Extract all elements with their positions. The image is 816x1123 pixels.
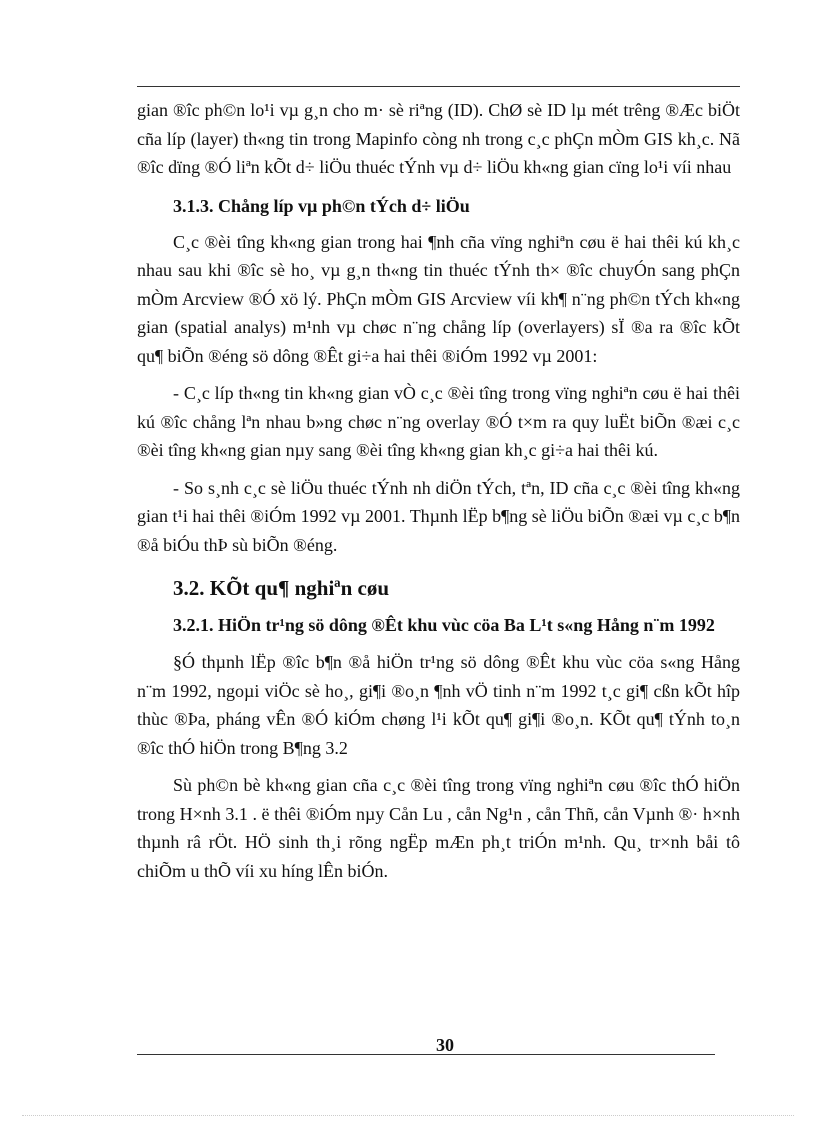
- header-rule: [137, 86, 740, 87]
- paragraph-landuse-1992: §Ó thµnh lËp ®îc b¶n ®å hiÖn tr¹ng sö dông ®Êt khu vùc cöa s«ng Hång n¨m 1992, ngoµi viÖc sè ho¸, gi¶i ®o¸n ¶nh vÖ tinh n¨m 1992 t¸c gi¶ cßn kÕt hîp thùc ®Þa, pháng vÊn ®Ó kiÓm chøng l¹i kÕt qu¶ gi¶i ®o¸n. KÕt qu¶ tÝnh to¸n ®îc thÓ hiÖn trong B¶ng 3.2: [137, 652, 740, 758]
- page-body: [137, 96, 740, 885]
- paragraph-overlay-intro: C¸c ®èi tîng kh«ng gian trong hai ¶nh cña vïng nghiªn cøu ë hai thêi kú kh¸c nhau sau khi ®îc sè ho¸ vµ g¸n th«ng tin thuéc tÝnh th× ®îc chuyÓn sang phÇn mÒm Arcview ®Ó xö lý. PhÇn mÒm GIS Arcview víi kh¶ n¨ng ph©n tÝch kh«ng gian (spatial analys) m¹nh vµ chøc n¨ng chång líp (overlayers) sÏ ®a ra ®îc kÕt qu¶ biÕn ®éng sö dông ®Êt gi÷a hai thêi ®iÓm 1992 vµ 2001:: [137, 231, 740, 366]
- paragraph-spatial-distribution: Sù ph©n bè kh«ng gian cña c¸c ®èi tîng trong vïng nghiªn cøu ®îc thÓ hiÖn trong H×nh 3.1 . ë thêi ®iÓm nµy Cån Lu , cån Ng¹n , cån Thñ, cån Vµnh ®· h×nh thµnh râ rÖt. HÖ sinh th¸i rõng ngËp mÆn ph¸t triÓn m¹nh. Qu¸ tr×nh båi tô chiÕm u thÕ víi xu híng lÊn biÓn.: [137, 775, 740, 881]
- paragraph-compare-attributes: - So s¸nh c¸c sè liÖu thuéc tÝnh nh diÖn tÝch, tªn, ID cña c¸c ®èi tîng kh«ng gian t¹i hai thêi ®iÓm 1992 vµ 2001. Thµnh lËp b¶ng sè liÖu biÕn ®æi vµ c¸c b¶n ®å biÓu thÞ sù biÕn ®éng.: [137, 477, 740, 555]
- footer-rule: [137, 1054, 715, 1055]
- page-number: 30: [436, 1035, 454, 1055]
- page-bottom-dotted-edge: [22, 1115, 794, 1116]
- heading-3-2-1: 3.2.1. HiÖn tr¹ng sö dông ®Êt khu vùc cöa Ba L¹t s«ng Hång n¨m 1992: [173, 615, 715, 635]
- heading-3-1-3: 3.1.3. Chång líp vµ ph©n tÝch d÷ liÖu: [173, 195, 470, 216]
- paragraph-continuation: gian ®îc ph©n lo¹i vµ g¸n cho m· sè riªng (ID). ChØ sè ID lµ mét trêng ®Æc biÖt cña líp (layer) th«ng tin trong Mapinfo còng nh trong c¸c phÇn mÒm GIS kh¸c. Nã ®îc dïng ®Ó liªn kÕt d÷ liÖu thuéc tÝnh vµ d÷ liÖu kh«ng gian cïng lo¹i víi nhau: [137, 100, 740, 177]
- heading-3-2: 3.2. KÕt qu¶ nghiªn cøu: [173, 576, 390, 600]
- paragraph-overlay-layers: - C¸c líp th«ng tin kh«ng gian vÒ c¸c ®èi tîng trong vïng nghiªn cøu ë hai thêi kú ®îc chång lªn nhau b»ng chøc n¨ng overlay ®Ó t×m ra quy luËt biÕn ®æi c¸c ®èi tîng kh«ng gian nµy sang ®èi tîng kh«ng gian kh¸c gi÷a hai thêi kú.: [137, 383, 740, 460]
